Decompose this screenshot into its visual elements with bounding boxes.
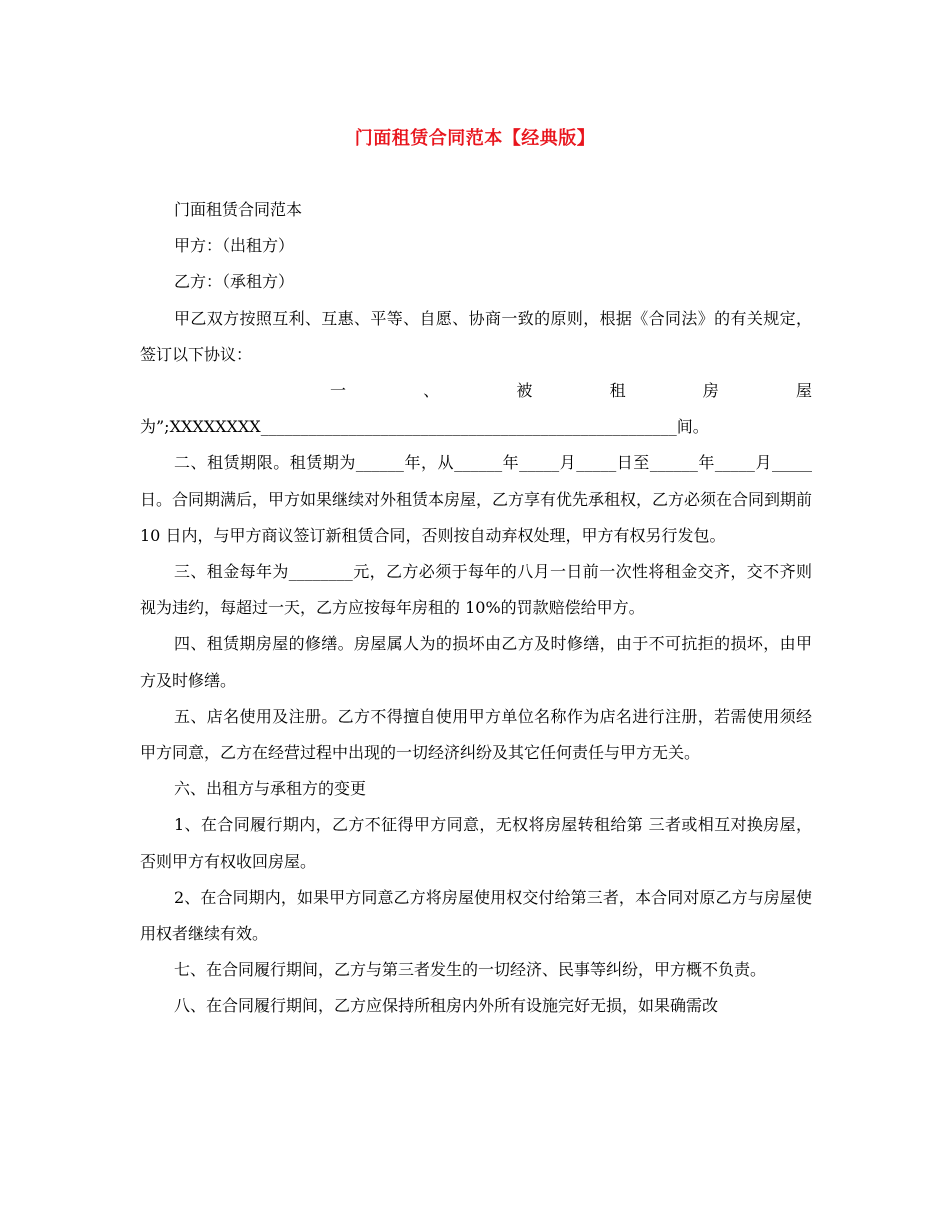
spread-char: 租 [609,381,626,401]
paragraph-clause-8: 八、在合同履行期间，乙方应保持所租房内外所有设施完好无损，如果确需改 [174,996,719,1016]
paragraph-party-a: 甲方：（出租方） [174,236,295,256]
paragraph-clause-7: 七、在合同履行期间，乙方与第三者发生的一切经济、民事等纠纷，甲方概不负责。 [174,960,767,980]
document-body [140,192,812,1025]
paragraph-clause-4: 四、租赁期房屋的修缮。房屋属人为的损坏由乙方及时修缮，由于不可抗拒的损坏，由甲方及时修缮。 [140,634,812,690]
spread-char: 被 [516,381,533,401]
spread-char: 房 [702,381,719,401]
paragraph-party-b: 乙方：（承租方） [174,272,295,292]
paragraph-heading: 门面租赁合同范本 [174,200,303,219]
clause-1-spread-line [140,373,812,409]
paragraph-clause-6-2: 2、在合同期内，如果甲方同意乙方将房屋使用权交付给第三者，本合同对原乙方与房屋使用权者继续有效。 [140,887,812,944]
spread-char: 、 [423,381,440,401]
paragraph-preamble: 甲乙双方按照互利、互惠、平等、自愿、协商一致的原则，根据《合同法》的有关规定，签订以下协议： [140,308,812,364]
document-title: 门面租赁合同范本【经典版】 [354,128,596,149]
paragraph-clause-5: 五、店名使用及注册。乙方不得擅自使用甲方单位名称作为店名进行注册，若需使用须经甲方同意，乙方在经营过程中出现的一切经济纠纷及其它任何责任与甲方无关。 [140,706,812,763]
spread-char: 一 [330,381,347,401]
paragraph-clause-6: 六、出租方与承租方的变更 [174,779,367,799]
spread-char: 屋 [795,381,812,401]
paragraph-clause-1: 为”;XXXXXXXX____________________________________________________间。 [140,417,709,437]
paragraph-clause-6-1: 1、在合同履行期内，乙方不征得甲方同意，无权将房屋转租给第 三者或相互对换房屋，否则甲方有权收回房屋。 [140,815,812,871]
paragraph-clause-2: 二、租赁期限。租赁期为______年，从______年_____月_____日至______年_____月_____日。合同期满后，甲方如果继续对外租赁本房屋，乙方享有优先承租权，乙方必须在合同到期前 10 日内，与甲方商议签订新租赁合同，否则按自动弃权处理，甲方有权另行发包。 [140,453,813,545]
paragraph-clause-3: 三、租金每年为________元，乙方必须于每年的八月一日前一次性将租金交齐，交不齐则视为违约，每超过一天，乙方应按每年房租的 10%的罚款赔偿给甲方。 [140,562,812,618]
